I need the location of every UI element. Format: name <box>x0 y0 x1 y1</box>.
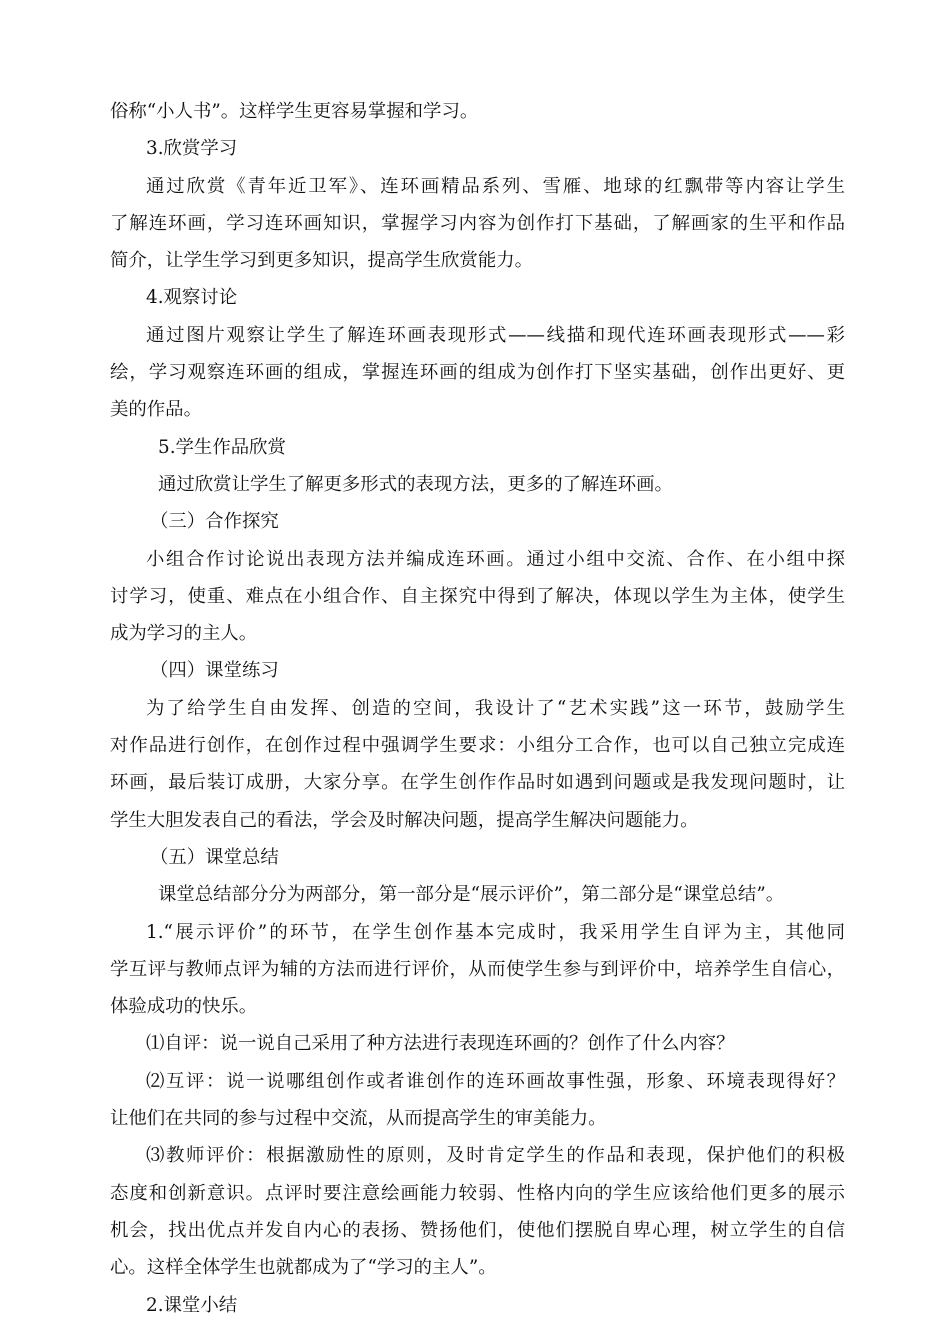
paragraph-line: 机会，找出优点并发自内心的表扬、赞扬他们，使他们摆脱自卑心理，树立学生的自信 <box>110 1219 845 1241</box>
paragraph-line: ⑵互评：说一说哪组创作或者谁创作的连环画故事性强，形象、环境表现得好？ <box>146 1070 845 1092</box>
paragraph-line: 俗称“小人书”。这样学生更容易掌握和学习。 <box>110 101 479 122</box>
paragraph-line: 心。这样全体学生也就都成为了“学习的主人”。 <box>110 1257 497 1279</box>
paragraph-line: 了解连环画，学习连环画知识，掌握学习内容为创作打下基础，了解画家的生平和作品 <box>110 212 845 234</box>
paragraph-line: ⑴自评：说一说自己采用了种方法进行表现连环画的？创作了什么内容？ <box>146 1033 735 1055</box>
paragraph-line: 通过欣赏让学生了解更多形式的表现方法，更多的了解连环画。 <box>158 473 673 495</box>
paragraph-line: 对作品进行创作，在创作过程中强调学生要求：小组分工合作，也可以自己独立完成连 <box>110 735 845 757</box>
paragraph-line: 讨学习，使重、难点在小组合作、自主探究中得到了解决，体现以学生为主体，使学生 <box>110 585 845 607</box>
paragraph-line: 简介，让学生学习到更多知识，提高学生欣赏能力。 <box>110 250 533 272</box>
section-heading: （三）合作探究 <box>150 511 279 533</box>
paragraph-line: 成为学习的主人。 <box>110 623 258 645</box>
paragraph-line: 1.“展示评价”的环节，在学生创作基本完成时，我采用学生自评为主，其他同 <box>146 921 845 943</box>
paragraph-line: 为了给学生自由发挥、创造的空间，我设计了“艺术实践”这一环节，鼓励学生 <box>146 697 845 719</box>
paragraph-line: 小组合作讨论说出表现方法并编成连环画。通过小组中交流、合作、在小组中探 <box>146 548 845 570</box>
paragraph-line: 绘，学习观察连环画的组成，掌握连环画的组成为创作打下坚实基础，创作出更好、更 <box>110 362 845 384</box>
paragraph-line: 通过欣赏《青年近卫军》、连环画精品系列、雪雁、地球的红飘带等内容让学生 <box>146 175 845 197</box>
paragraph-line: 环画，最后装订成册，大家分享。在学生创作作品时如遇到问题或是我发现问题时，让 <box>110 772 845 794</box>
section-heading: （四）课堂练习 <box>150 660 279 682</box>
section-heading: 2.课堂小结 <box>146 1294 238 1316</box>
paragraph-line: 美的作品。 <box>110 399 202 421</box>
paragraph-line: 让他们在共同的参与过程中交流，从而提高学生的审美能力。 <box>110 1108 607 1130</box>
section-heading: （五）课堂总结 <box>150 846 279 868</box>
section-heading: 3.欣赏学习 <box>146 138 238 160</box>
section-heading: 5.学生作品欣赏 <box>158 436 286 458</box>
paragraph-line: 学生大胆发表自己的看法，学会及时解决问题，提高学生解决问题能力。 <box>110 809 699 831</box>
document-body <box>110 93 845 1324</box>
section-heading: 4.观察讨论 <box>146 287 238 309</box>
paragraph-line: 学互评与教师点评为辅的方法而进行评价，从而使学生参与到评价中，培养学生自信心， <box>110 958 845 980</box>
paragraph-line: 课堂总结部分分为两部分，第一部分是“展示评价”，第二部分是“课堂总结”。 <box>158 884 785 906</box>
paragraph-line: 通过图片观察让学生了解连环画表现形式——线描和现代连环画表现形式——彩 <box>146 324 845 346</box>
paragraph-line: 态度和创新意识。点评时要注意绘画能力较弱、性格内向的学生应该给他们更多的展示 <box>110 1182 845 1204</box>
paragraph-line: 体验成功的快乐。 <box>110 996 258 1018</box>
paragraph-line: ⑶教师评价：根据激励性的原则，及时肯定学生的作品和表现，保护他们的积极 <box>146 1145 845 1167</box>
